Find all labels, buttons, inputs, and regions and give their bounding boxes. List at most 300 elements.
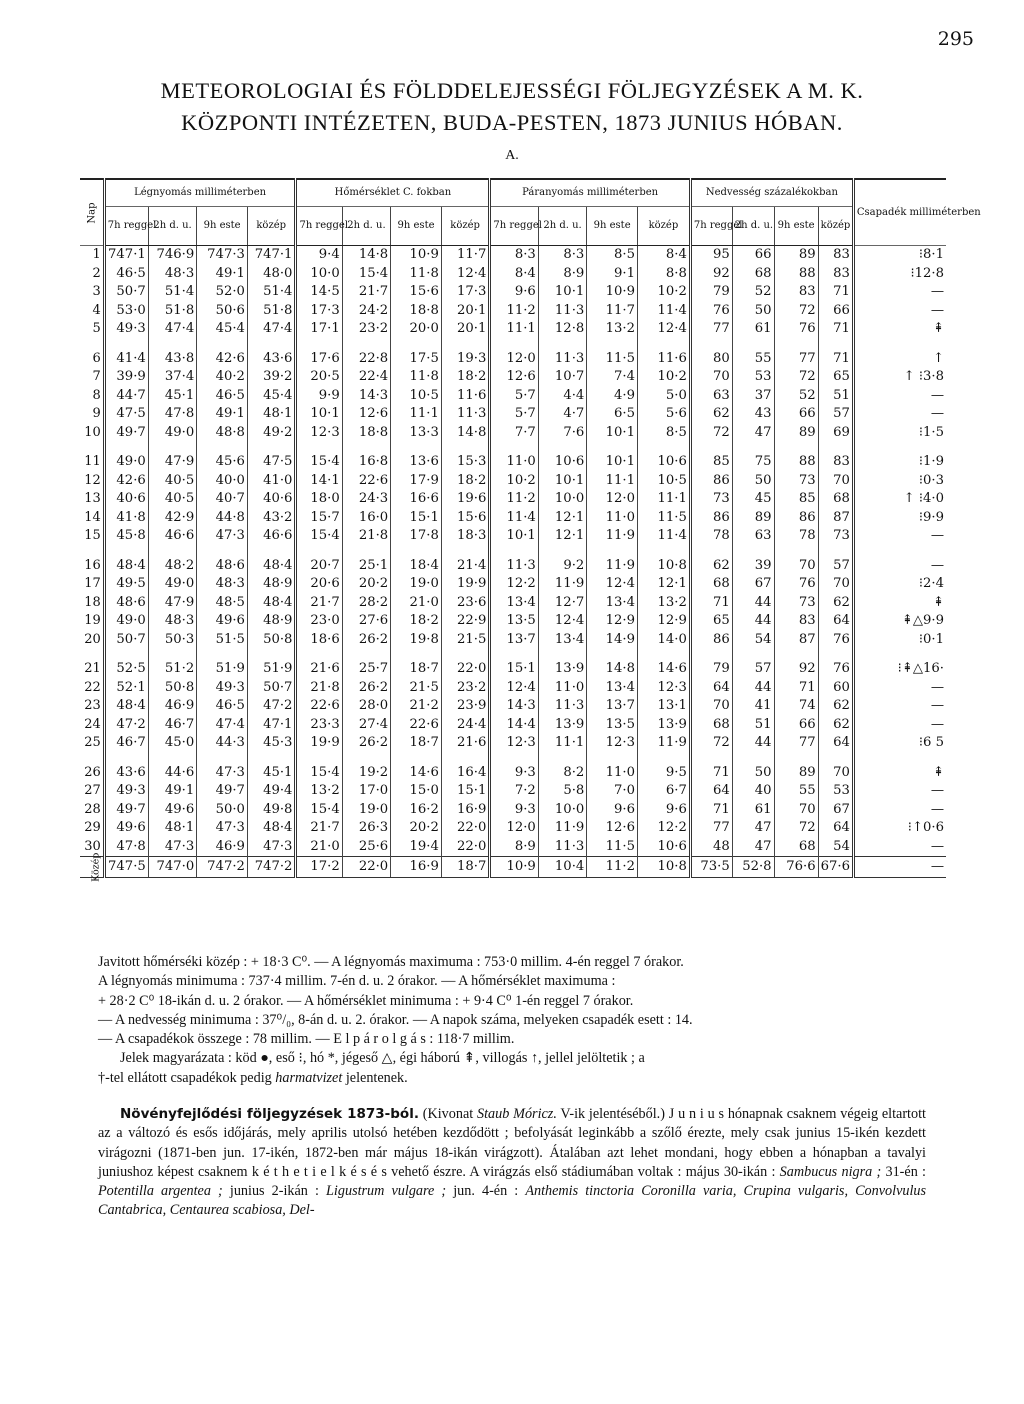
average-row — [80, 857, 946, 878]
table-cell: 79 — [690, 660, 732, 679]
table-cell: 64 — [818, 819, 853, 838]
table-cell: 46·6 — [148, 527, 196, 546]
table-cell: 80 — [690, 350, 732, 369]
table-cell: 50 — [732, 302, 774, 321]
table-cell: 13·6 — [391, 453, 442, 472]
table-cell: 11·0 — [538, 679, 586, 698]
table-cell: 78 — [774, 527, 818, 546]
table-cell: 86 — [690, 509, 732, 528]
table-cell: 49·1 — [148, 782, 196, 801]
table-cell: 11·0 — [587, 764, 638, 783]
table-cell: 50·3 — [148, 631, 196, 650]
table-cell: 17·1 — [296, 320, 342, 339]
table-cell: 10·1 — [587, 424, 638, 443]
table-cell: 18·8 — [342, 424, 390, 443]
note-line: A légnyomás minimuma : 737·4 millim. 7-én d. u. 2 órakor. — A hőmérséklet maximuma : — [98, 973, 616, 990]
table-cell: 21·6 — [441, 734, 490, 753]
table-cell: 47·9 — [148, 594, 196, 613]
average-cell: 11·2 — [587, 857, 638, 878]
day-cell: 28 — [84, 801, 101, 817]
sub-9h: 9h este — [587, 207, 638, 246]
table-cell: 13·4 — [587, 594, 638, 613]
table-cell: 14·1 — [296, 472, 342, 491]
table-cell: 12·4 — [538, 612, 586, 631]
header-precipitation: Csapadék milliméterben — [853, 179, 946, 246]
sub-avg: közép — [637, 207, 690, 246]
day-cell: 25 — [84, 735, 101, 750]
precip-cell: ⁝1·9 — [853, 453, 946, 472]
table-cell: 12·3 — [490, 734, 538, 753]
table-cell: 19·0 — [342, 801, 390, 820]
table-cell: 28·2 — [342, 594, 390, 613]
table-cell: 13·9 — [538, 660, 586, 679]
table-cell: 77 — [690, 320, 732, 339]
average-cell: 747·0 — [148, 857, 196, 878]
day-cell: 14 — [84, 509, 101, 525]
average-cell: 17·2 — [296, 857, 342, 878]
table-cell: 5·0 — [637, 387, 690, 406]
table-cell: 11·0 — [490, 453, 538, 472]
table-cell: 18·7 — [391, 660, 442, 679]
group-gap — [80, 339, 946, 350]
table-cell: 47·2 — [104, 716, 148, 735]
table-cell: 45·0 — [148, 734, 196, 753]
table-cell: 11·1 — [538, 734, 586, 753]
table-cell: 14·6 — [391, 764, 442, 783]
notes — [98, 953, 926, 1088]
table-cell: 46·5 — [104, 265, 148, 284]
table-cell: 48·4 — [247, 594, 296, 613]
note-line: + 28·2 C⁰ 18-ikán d. u. 2 órakor. — A hőmérséklet minimuma : + 9·4 C⁰ 1-én reggel 7 órakor. — [98, 992, 634, 1009]
table-row — [80, 764, 946, 783]
table-cell: 8·9 — [538, 265, 586, 284]
sub-9h: 9h este — [197, 207, 248, 246]
table-cell: 13·4 — [587, 679, 638, 698]
table-cell: 46·9 — [197, 838, 248, 857]
table-cell: 12·4 — [587, 575, 638, 594]
table-cell: 17·0 — [342, 782, 390, 801]
table-row — [80, 350, 946, 369]
precip-cell: ⇞ — [853, 594, 946, 613]
table-cell: 4·7 — [538, 405, 586, 424]
day-cell: 9 — [92, 406, 101, 421]
average-cell: 747·5 — [104, 857, 148, 878]
table-cell: 71 — [690, 801, 732, 820]
day-cell: 21 — [84, 661, 101, 676]
table-cell: 45·8 — [104, 527, 148, 546]
weather-table — [80, 178, 981, 882]
table-cell: 69 — [818, 424, 853, 443]
title-line-2: KÖZPONTI INTÉZETEN, BUDA-PESTEN, 1873 JUNIUS HÓBAN. — [181, 110, 843, 135]
table-cell: 15·1 — [441, 782, 490, 801]
table-cell: 39·9 — [104, 368, 148, 387]
table-cell: 18·7 — [391, 734, 442, 753]
table-cell: 9·5 — [637, 764, 690, 783]
table-cell: 64 — [818, 734, 853, 753]
table-cell: 10·6 — [637, 838, 690, 857]
table-cell: 15·4 — [296, 764, 342, 783]
table-cell: 71 — [818, 320, 853, 339]
group-gap — [80, 546, 946, 557]
table-cell: 49·0 — [148, 424, 196, 443]
precip-cell: ⁝0·3 — [853, 472, 946, 491]
table-cell: 20·1 — [441, 320, 490, 339]
day-cell: 26 — [84, 764, 101, 780]
table-cell: 47·3 — [247, 838, 296, 857]
table-row — [80, 557, 946, 576]
table-cell: 48·8 — [197, 424, 248, 443]
table-cell: 22·4 — [342, 368, 390, 387]
day-cell: 7 — [92, 369, 101, 384]
table-cell: 49·6 — [197, 612, 248, 631]
sub-2h: 2h d. u. — [342, 207, 390, 246]
table-cell: 13·3 — [391, 424, 442, 443]
table-cell: 48·1 — [148, 819, 196, 838]
day-cell: 13 — [84, 491, 101, 506]
table-cell: 87 — [818, 509, 853, 528]
precip-cell: — — [853, 801, 946, 820]
table-cell: 19·2 — [342, 764, 390, 783]
table-cell: 16·0 — [342, 509, 390, 528]
table-cell: 49·8 — [247, 801, 296, 820]
table-row — [80, 490, 946, 509]
table-cell: 12·1 — [538, 509, 586, 528]
day-cell: 6 — [92, 350, 101, 366]
table-cell: 5·8 — [538, 782, 586, 801]
table-cell: 26·2 — [342, 734, 390, 753]
table-cell: 40·6 — [247, 490, 296, 509]
table-cell: 77 — [690, 819, 732, 838]
precip-cell: — — [853, 302, 946, 321]
table-cell: 14·0 — [637, 631, 690, 650]
table-cell: 10·1 — [490, 527, 538, 546]
table-cell: 68 — [774, 838, 818, 857]
table-cell: 21·8 — [296, 679, 342, 698]
table-cell: 10·5 — [391, 387, 442, 406]
table-cell: 12·1 — [637, 575, 690, 594]
day-cell: 17 — [84, 576, 101, 591]
table-cell: 8·8 — [637, 265, 690, 284]
table-cell: 57 — [818, 557, 853, 576]
table-cell: 15·7 — [296, 509, 342, 528]
table-cell: 11·5 — [587, 838, 638, 857]
table-cell: 44·3 — [197, 734, 248, 753]
table-cell: 22·0 — [441, 819, 490, 838]
table-cell: 15·1 — [490, 660, 538, 679]
table-cell: 50·7 — [247, 679, 296, 698]
table-cell: 11·3 — [538, 697, 586, 716]
precip-cell: ⁝0·1 — [853, 631, 946, 650]
table-cell: 73 — [690, 490, 732, 509]
table-cell: 46·6 — [247, 527, 296, 546]
table-cell: 63 — [690, 387, 732, 406]
table-cell: 89 — [774, 764, 818, 783]
table-cell: 48·4 — [104, 697, 148, 716]
table-cell: 42·6 — [197, 350, 248, 369]
table-cell: 42·9 — [148, 509, 196, 528]
table-cell: 20·7 — [296, 557, 342, 576]
table-cell: 8·4 — [490, 265, 538, 284]
table-cell: 21·0 — [296, 838, 342, 857]
table-cell: 73 — [818, 527, 853, 546]
average-cell: 10·9 — [490, 857, 538, 878]
day-cell: 10 — [84, 424, 101, 440]
table-row — [80, 265, 946, 284]
table-cell: 12·1 — [538, 527, 586, 546]
note-line: — A nedvesség minimuma : 37⁰/₀, 8-án d. u. 2. órakor. — A napok száma, melyeken csapadék esett : 14. — [98, 1011, 693, 1028]
table-cell: 21·7 — [342, 283, 390, 302]
table-cell: 17·9 — [391, 472, 442, 491]
table-cell: 9·4 — [296, 246, 342, 265]
table-cell: 21·6 — [296, 660, 342, 679]
table-cell: 71 — [690, 594, 732, 613]
table-cell: 52·1 — [104, 679, 148, 698]
table-cell: 54 — [732, 631, 774, 650]
table-cell: 50·6 — [197, 302, 248, 321]
table-cell: 15·4 — [296, 453, 342, 472]
table-cell: 20·5 — [296, 368, 342, 387]
table-cell: 10·6 — [538, 453, 586, 472]
table-cell: 9·3 — [490, 764, 538, 783]
table-cell: 11·9 — [538, 819, 586, 838]
table-cell: 11·9 — [538, 575, 586, 594]
table-cell: 12·3 — [296, 424, 342, 443]
table-cell: 43·6 — [247, 350, 296, 369]
table-cell: 76 — [774, 575, 818, 594]
table-cell: 50·7 — [104, 283, 148, 302]
table-row — [80, 283, 946, 302]
table-cell: 47·3 — [197, 764, 248, 783]
group-gap — [80, 753, 946, 764]
table-cell: 20·0 — [391, 320, 442, 339]
table-row — [80, 838, 946, 857]
table-cell: 746·9 — [148, 246, 196, 265]
table-cell: 85 — [690, 453, 732, 472]
table-cell: 47·3 — [197, 527, 248, 546]
table-cell: 13·1 — [637, 697, 690, 716]
table-cell: 48·9 — [247, 575, 296, 594]
table-cell: 64 — [818, 612, 853, 631]
table-cell: 68 — [818, 490, 853, 509]
table-cell: 51·4 — [148, 283, 196, 302]
table-cell: 45·3 — [247, 734, 296, 753]
table-cell: 26·2 — [342, 679, 390, 698]
table-cell: 747·1 — [247, 246, 296, 265]
header-temperature: Hőmérséklet C. fokban — [296, 179, 490, 207]
table-cell: 4·9 — [587, 387, 638, 406]
table-cell: 26·2 — [342, 631, 390, 650]
table-cell: 18·8 — [391, 302, 442, 321]
table-cell: 9·2 — [538, 557, 586, 576]
table-cell: 63 — [732, 527, 774, 546]
header-pressure: Légnyomás milliméterben — [104, 179, 296, 207]
table-cell: 15·3 — [441, 453, 490, 472]
table-cell: 71 — [818, 350, 853, 369]
table-cell: 23·9 — [441, 697, 490, 716]
table-cell: 92 — [690, 265, 732, 284]
section-letter: A. — [505, 148, 519, 163]
table-cell: 8·3 — [490, 246, 538, 265]
table-cell: 77 — [774, 734, 818, 753]
table-cell: 9·3 — [490, 801, 538, 820]
precip-cell: — — [853, 527, 946, 546]
table-cell: 6·7 — [637, 782, 690, 801]
table-row — [80, 631, 946, 650]
table-cell: 12·0 — [490, 350, 538, 369]
table-cell: 67 — [732, 575, 774, 594]
table-cell: 89 — [732, 509, 774, 528]
table-row — [80, 782, 946, 801]
table-cell: 11·9 — [637, 734, 690, 753]
table-cell: 61 — [732, 320, 774, 339]
table-cell: 41 — [732, 697, 774, 716]
table-cell: 11·1 — [587, 472, 638, 491]
precip-cell: — — [853, 697, 946, 716]
table-cell: 48·3 — [148, 265, 196, 284]
table-cell: 45·1 — [247, 764, 296, 783]
table-cell: 10·2 — [637, 283, 690, 302]
table-cell: 18·3 — [441, 527, 490, 546]
table-cell: 76 — [774, 320, 818, 339]
table-cell: 23·3 — [296, 716, 342, 735]
table-cell: 52·5 — [104, 660, 148, 679]
table-cell: 60 — [818, 679, 853, 698]
table-cell: 76 — [818, 660, 853, 679]
table-cell: 11·4 — [490, 509, 538, 528]
table-cell: 11·3 — [490, 557, 538, 576]
table-row — [80, 387, 946, 406]
table-cell: 19·3 — [441, 350, 490, 369]
table-cell: 15·4 — [296, 527, 342, 546]
table-cell: 47 — [732, 838, 774, 857]
precip-cell: — — [853, 838, 946, 857]
table-cell: 46·7 — [148, 716, 196, 735]
table-cell: 11·3 — [538, 302, 586, 321]
table-cell: 48·3 — [197, 575, 248, 594]
table-cell: 18·2 — [391, 612, 442, 631]
precip-cell: — — [853, 716, 946, 735]
table-cell: 65 — [690, 612, 732, 631]
table-cell: 70 — [818, 764, 853, 783]
table-cell: 18·4 — [391, 557, 442, 576]
table-cell: 22·0 — [441, 660, 490, 679]
table-cell: 51·2 — [148, 660, 196, 679]
table-cell: 6·5 — [587, 405, 638, 424]
table-cell: 87 — [774, 631, 818, 650]
average-cell: 10·4 — [538, 857, 586, 878]
table-cell: 49·3 — [197, 679, 248, 698]
table-cell: 83 — [818, 265, 853, 284]
table-cell: 50·8 — [148, 679, 196, 698]
table-row — [80, 368, 946, 387]
table-row — [80, 453, 946, 472]
table-cell: 83 — [774, 283, 818, 302]
table-cell: 41·4 — [104, 350, 148, 369]
average-cell: 16·9 — [391, 857, 442, 878]
day-cell: 24 — [84, 716, 101, 732]
table-row — [80, 716, 946, 735]
table-cell: 11·3 — [441, 405, 490, 424]
table-cell: 76 — [818, 631, 853, 650]
precip-cell: — — [853, 557, 946, 576]
table-row — [80, 320, 946, 339]
table-cell: 62 — [818, 716, 853, 735]
table-cell: 71 — [818, 283, 853, 302]
table-cell: 49·4 — [247, 782, 296, 801]
table-cell: 10·1 — [587, 453, 638, 472]
table-cell: 49·3 — [104, 782, 148, 801]
table-cell: 11·2 — [490, 490, 538, 509]
table-cell: 12·4 — [490, 679, 538, 698]
table-cell: 45·1 — [148, 387, 196, 406]
table-cell: 11·8 — [391, 265, 442, 284]
header-vapour: Páranyomás milliméterben — [490, 179, 691, 207]
table-cell: 11·3 — [538, 350, 586, 369]
table-cell: 43·6 — [104, 764, 148, 783]
average-cell: 747·2 — [247, 857, 296, 878]
table-cell: 18·2 — [441, 368, 490, 387]
table-cell: 10·7 — [538, 368, 586, 387]
table-cell: 17·3 — [296, 302, 342, 321]
table-cell: 39·2 — [247, 368, 296, 387]
table-cell: 89 — [774, 246, 818, 265]
table-cell: 44·7 — [104, 387, 148, 406]
table-cell: 73 — [774, 594, 818, 613]
day-cell: 29 — [84, 820, 101, 835]
table-cell: 28·0 — [342, 697, 390, 716]
table-cell: 40·0 — [197, 472, 248, 491]
table-cell: 15·6 — [391, 283, 442, 302]
table-cell: 10·0 — [538, 801, 586, 820]
table-cell: 19·9 — [441, 575, 490, 594]
day-cell: 27 — [84, 783, 101, 798]
table-cell: 9·9 — [296, 387, 342, 406]
table-cell: 49·6 — [148, 801, 196, 820]
table-cell: 68 — [732, 265, 774, 284]
table-cell: 79 — [690, 283, 732, 302]
table-cell: 11·2 — [490, 302, 538, 321]
title-line-1: METEOROLOGIAI ÉS FÖLDDELEJESSÉGI FÖLJEGYZÉSEK A M. K. — [160, 78, 864, 103]
table-cell: 11·1 — [391, 405, 442, 424]
table-cell: 47·2 — [247, 697, 296, 716]
table-cell: 8·5 — [637, 424, 690, 443]
day-cell: 3 — [92, 284, 101, 299]
average-cell: 10·8 — [637, 857, 690, 878]
table-cell: 20·2 — [391, 819, 442, 838]
table-cell: 48·5 — [197, 594, 248, 613]
table-cell: 48·2 — [148, 557, 196, 576]
table-row — [80, 594, 946, 613]
table-cell: 75 — [732, 453, 774, 472]
table-cell: 61 — [732, 801, 774, 820]
table-cell: 26·3 — [342, 819, 390, 838]
precip-cell: ↑ ⁝3·8 — [853, 368, 946, 387]
table-cell: 44·6 — [148, 764, 196, 783]
day-cell: 2 — [92, 265, 101, 281]
table-cell: 51·4 — [247, 283, 296, 302]
table-cell: 72 — [690, 734, 732, 753]
table-cell: 9·1 — [587, 265, 638, 284]
day-header: Nap — [80, 179, 104, 246]
table-row — [80, 472, 946, 491]
table-cell: 50 — [732, 764, 774, 783]
table-cell: 11·7 — [441, 246, 490, 265]
table-cell: 11·1 — [637, 490, 690, 509]
table-cell: 46·5 — [197, 697, 248, 716]
table-cell: 49·6 — [104, 819, 148, 838]
table-row — [80, 405, 946, 424]
sub-9h: 9h este — [391, 207, 442, 246]
